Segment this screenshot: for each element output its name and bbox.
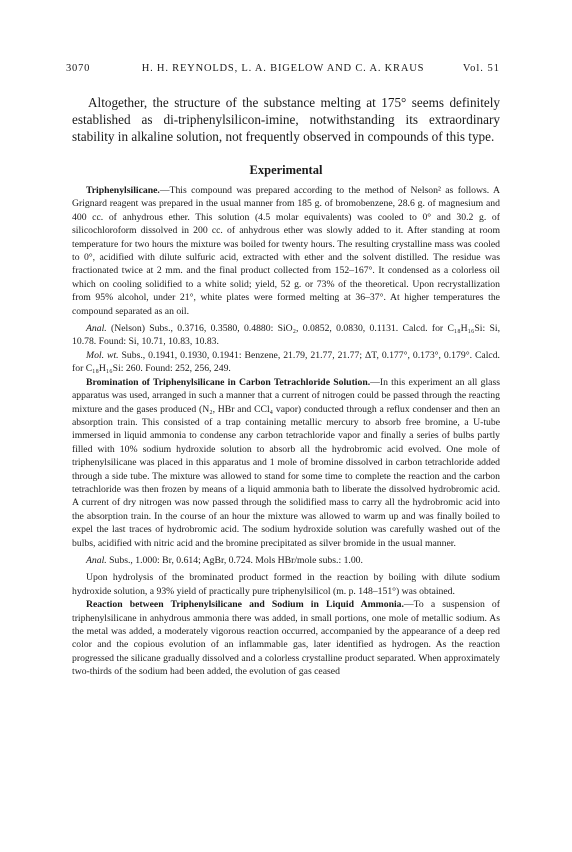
paragraph-text: —This compound was prepared according to the method of Nelson² as follows. A Grignard reagent was prepared in the usual manner from 185 g. of bromobenzene, 28.6 g. of magnesium and 400 cc. of anhydrous ether. This solution (4.5 molar equivalents) was cooled to 0° and 30.2 g. of silicochloroform dissolved in 200 cc. of anhydrous ether was slowly added to it. After standing at room temperature for two hours the mixture was boiled for twenty hours. The resulting crystalline mass was cooled to 0°, acidified with dilute sulfuric acid, extracted with ether and the solvent distilled. The residue was fractionated twice at 2 mm. and the final product collected from 152–167°. It condensed as a colorless oil which on cooling solidified to a white solid; yield, 52 g. or 73% of the theoretical. Upon recrystallization from 95% alcohol, under 21°, white plates were formed melting at 36–37°. At higher temperatures the compound separated as an oil. (72, 185, 500, 317)
paragraph-text: Subs., 0.1941, 0.1930, 0.1941: Benzene, 21.79, 21.77, 21.77; ΔT, 0.177°, 0.173°, 0.179°. Calcd. for C₁₈H₁₆Si: 260. Found: 252, 256, 249. (72, 349, 500, 375)
paragraph-hydrolysis (72, 571, 500, 598)
paragraph-text: —To a suspension of triphenylsilicane in anhydrous ammonia there was added, in small portions, one mole of metallic sodium. As the metal was added, a moderately vigorous reaction occurred, accompanied by the appearance of a deep red color and the copious evolution of an inflammable gas, later identified as hydrogen. As the reaction progressed the silicane gradually dissolved and a colorless crystalline product separated. When approximately two-thirds of the sodium had been added, the evolution of gas ceased (72, 599, 500, 678)
runin-label: Mol. wt. (86, 349, 119, 361)
running-authors: H. H. REYNOLDS, L. A. BIGELOW AND C. A. KRAUS (141, 63, 425, 74)
section-heading: Experimental (249, 163, 323, 177)
paragraph-text: —In this experiment an all glass apparatus was used, arranged in such a manner that a current of nitrogen could be passed through the reacting mixture and the gases produced (N₂, HBr and CCl₄ vapor) conducted through a reflux condenser and then an absorption train. This consisted of a trap containing metallic mercury to absorb free bromine, a U-tube immersed in liquid ammonia to condense any carbon tetrachloride vapor and finally a series of bulbs partly filled with 10% sodium hydroxide solution to absorb all the hydrobromic acid evolved. One mole of triphenylsilicane was placed in this apparatus and 1 mole of bromine dissolved in carbon tetrachloride added through a side tube. The mixture was allowed to stand for some time to complete the reaction and the carbon tetrachloride was then frozen by means of a liquid ammonia bath to liberate the dissolved hydrobromic acid. A current of dry nitrogen was now passed through the solidified mass to carry all the hydrobromic acid into the absorption train. In the course of an hour the mixture was allowed to warm up and was finally boiled to expel the last traces of hydrobromic acid. The sodium hydroxide solution was carefully washed out of the bulbs, acidified with nitric acid and the bromine precipitated as silver bromide in the usual manner. (72, 376, 501, 549)
paragraph-triphenylsilicane (72, 184, 500, 318)
analysis-line (72, 554, 500, 567)
experimental-body (72, 184, 500, 679)
running-header (66, 63, 500, 77)
page-number: 3070 (66, 63, 91, 74)
intro-paragraph: Altogether, the structure of the substance melting at 175° seems definitely established as di-triphenylsilicon-imine, notwithstanding its extraordinary stability in alkaline solution, not frequently observed in compounds of this type. (72, 95, 500, 144)
runin-label: Anal. (86, 323, 107, 335)
paragraph-sodium-reaction (72, 598, 500, 678)
paragraph-bromination (72, 376, 500, 550)
runin-heading: Reaction between Triphenylsilicane and Sodium in Liquid Ammonia. (86, 599, 404, 611)
paragraph-text: Upon hydrolysis of the brominated product formed in the reaction by boiling with dilute sodium hydroxide solution, a 93% yield of practically pure triphenylsilicol (m. p. 148–151°) was obtained. (72, 572, 500, 597)
analysis-line (72, 322, 500, 349)
runin-heading: Bromination of Triphenylsilicane in Carbon Tetrachloride Solution. (86, 376, 371, 388)
runin-heading: Triphenylsilicane. (86, 185, 160, 196)
molecular-weight-line (72, 349, 500, 376)
paragraph-text: Subs., 1.000: Br, 0.614; AgBr, 0.724. Mols HBr/mole subs.: 1.00. (106, 554, 363, 566)
paragraph-text: (Nelson) Subs., 0.3716, 0.3580, 0.4880: SiO₂, 0.0852, 0.0830, 0.1131. Calcd. for C₁₈H₁₆Si: Si, 10.78. Found: Si, 10.71, 10.83, 10.83. (72, 323, 500, 348)
volume-label: Vol. 51 (462, 63, 500, 74)
runin-label: Anal. (86, 554, 107, 566)
